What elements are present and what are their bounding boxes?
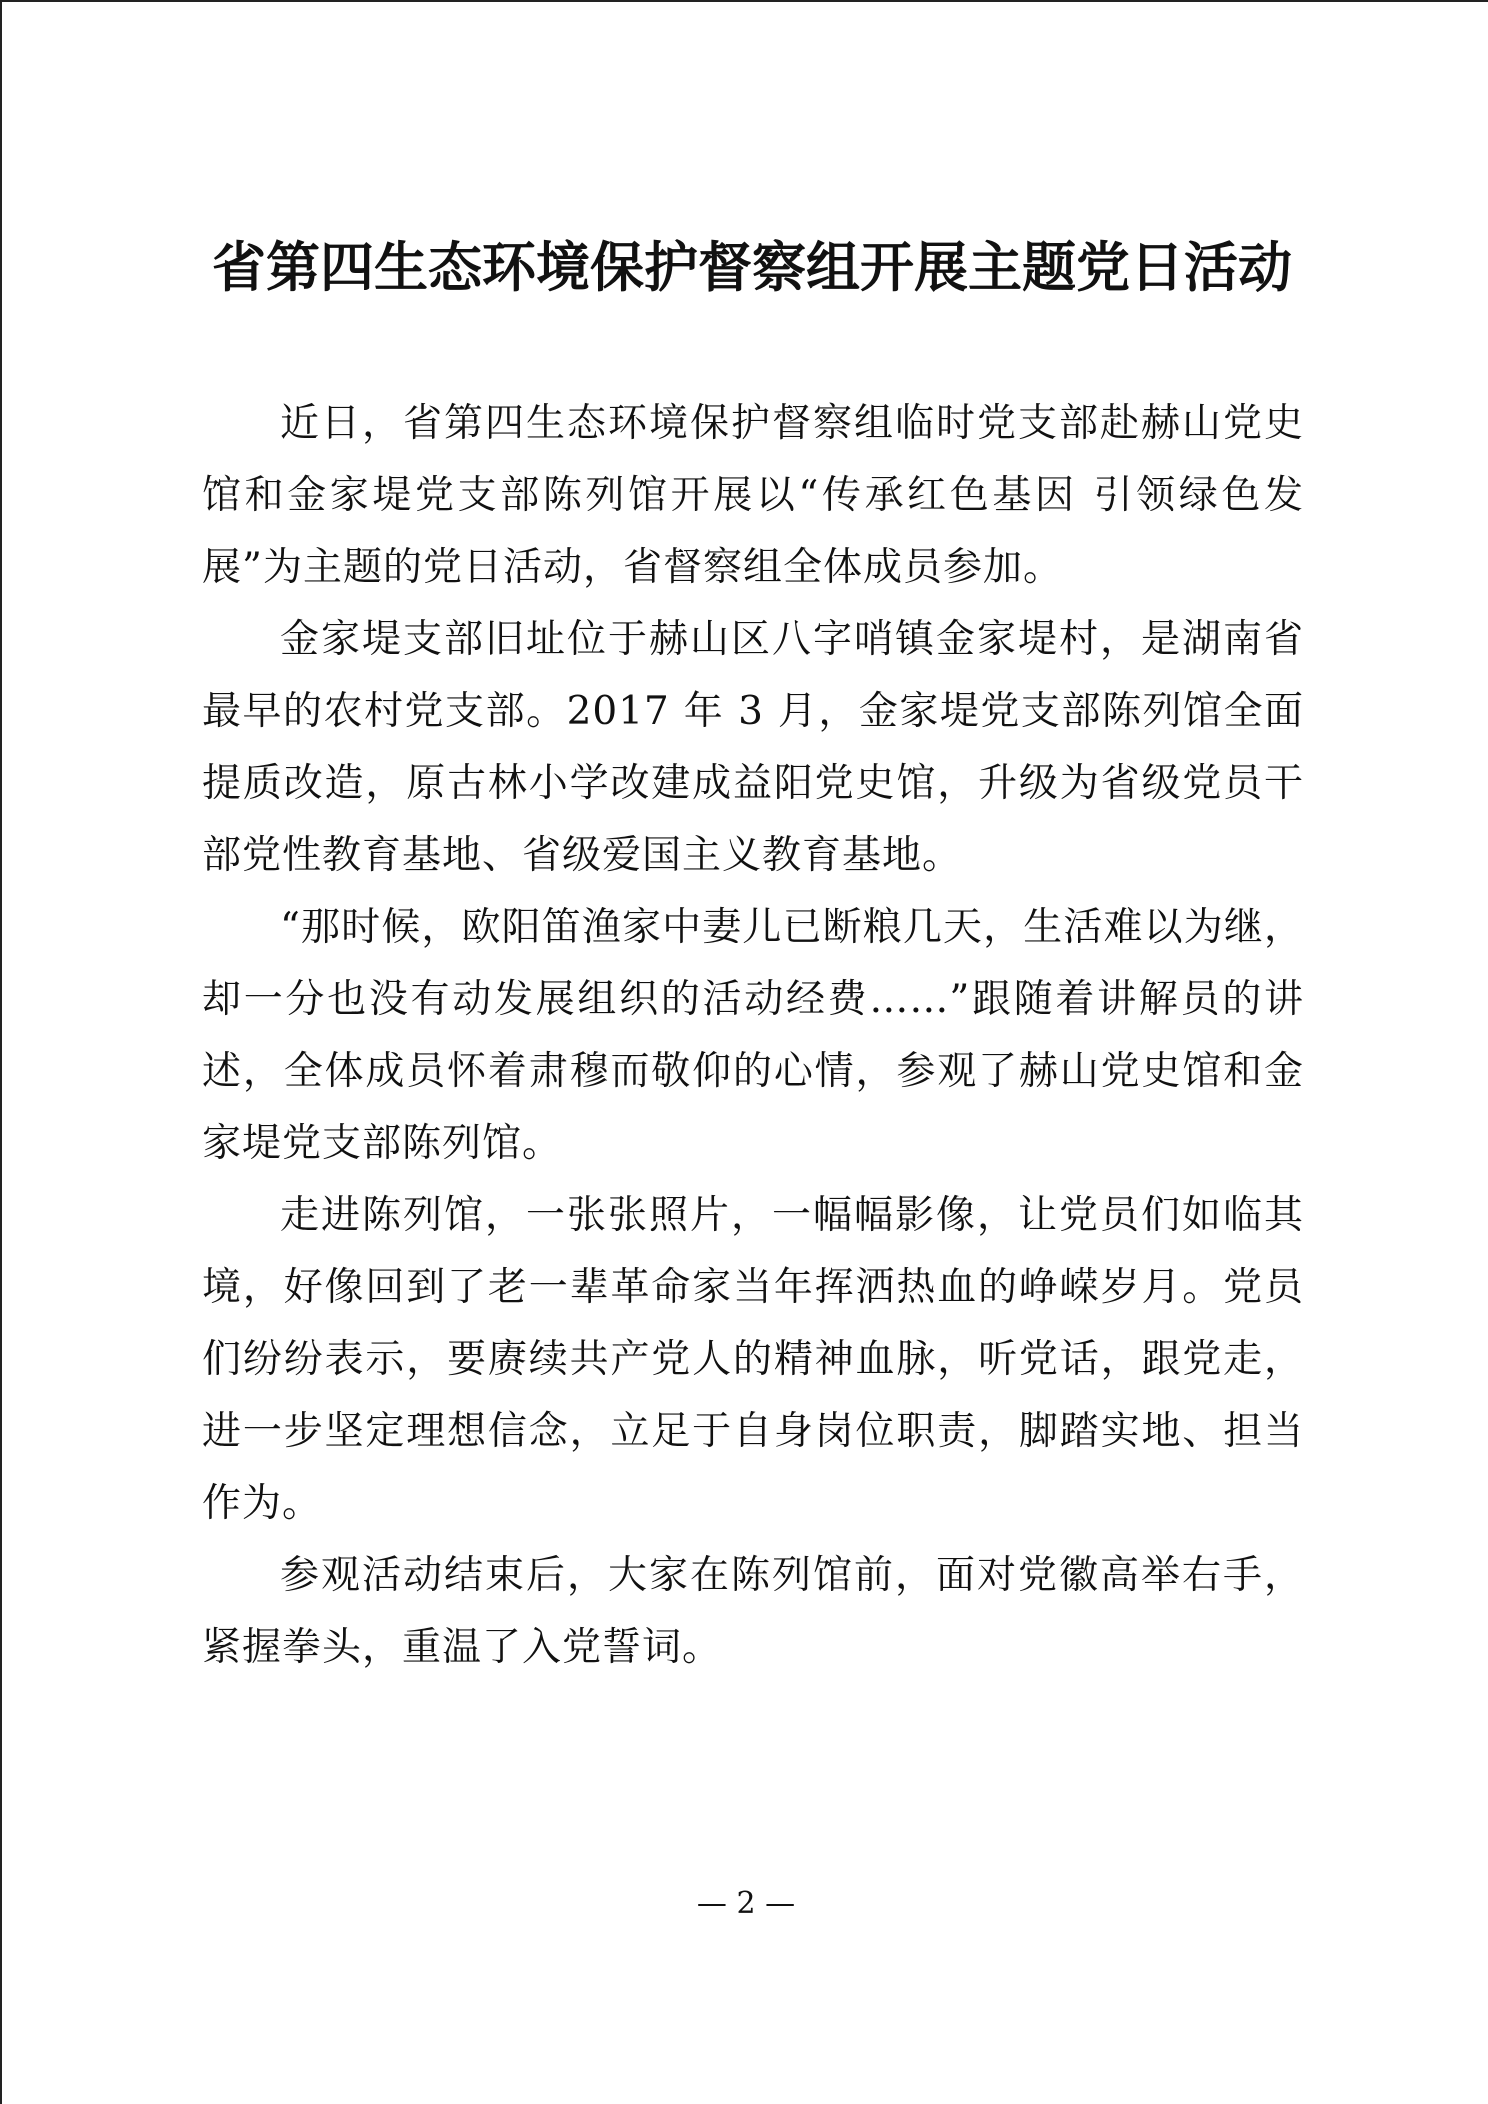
- document-title: 省第四生态环境保护督察组开展主题党日活动: [212, 236, 1292, 299]
- paragraph-3: “那时候，欧阳笛渔家中妻儿已断粮几天，生活难以为继，却一分也没有动发展组织的活动经费……”跟随着讲解员的讲述，全体成员怀着肃穆而敬仰的心情，参观了赫山党史馆和金家堤党支部陈列馆。: [202, 905, 1304, 1166]
- page-number: — 2 —: [696, 1886, 796, 1921]
- paragraph-4: 走进陈列馆，一张张照片，一幅幅影像，让党员们如临其境，好像回到了老一辈革命家当年挥洒热血的峥嵘岁月。党员们纷纷表示，要赓续共产党人的精神血脉，听党话，跟党走，进一步坚定理想信念，立足于自身岗位职责，脚踏实地、担当作为。: [202, 1193, 1304, 1526]
- paragraph-2: 金家堤支部旧址位于赫山区八字哨镇金家堤村，是湖南省最早的农村党支部。2017 年 3 月，金家堤党支部陈列馆全面提质改造，原古林小学改建成益阳党史馆，升级为省级党员干部党性教育基地、省级爱国主义教育基地。: [202, 617, 1304, 878]
- paragraph-5: 参观活动结束后，大家在陈列馆前，面对党徽高举右手，紧握拳头，重温了入党誓词。: [202, 1553, 1304, 1670]
- paragraph-1: 近日，省第四生态环境保护督察组临时党支部赴赫山党史馆和金家堤党支部陈列馆开展以“传承红色基因 引领绿色发展”为主题的党日活动，省督察组全体成员参加。: [202, 401, 1304, 590]
- document-body: [202, 388, 1304, 1684]
